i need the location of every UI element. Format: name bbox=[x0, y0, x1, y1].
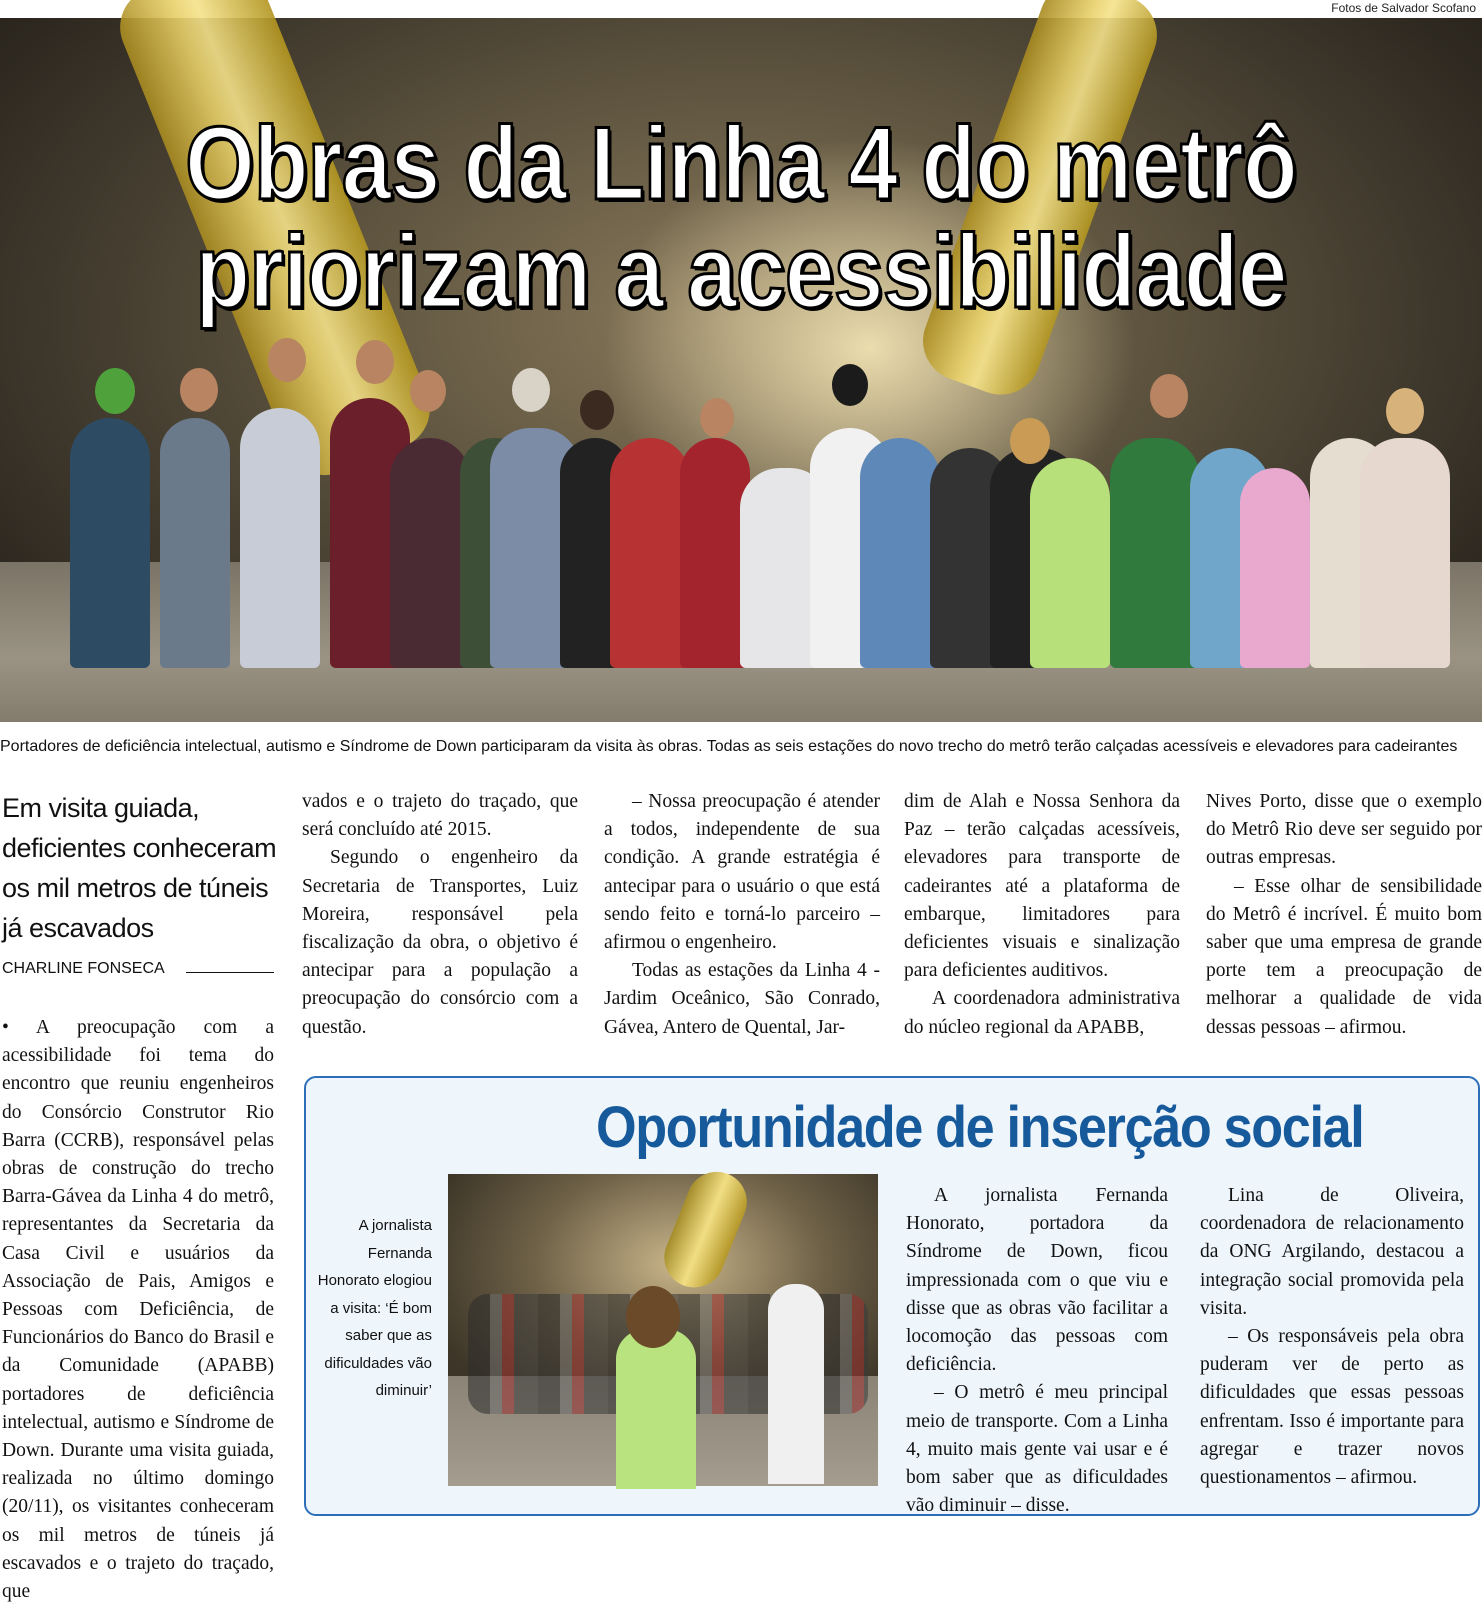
byline-name: CHARLINE FONSECA bbox=[2, 960, 169, 977]
paragraph: – Esse olhar de sensibilidade do Metrô é incrível. É muito bom saber que uma empresa de grande porte tem a preocupação de melhorar a qualidade de vida dessas pessoas – afirmou. bbox=[1206, 875, 1482, 1038]
paragraph: – O metrô é meu principal meio de transporte. Com a Linha 4, muito mais gente vai usar e é bom saber que as dificuldades vão diminuir – disse. bbox=[906, 1382, 1168, 1517]
crowd-of-visitors bbox=[60, 348, 1480, 668]
article-column-1 bbox=[2, 1014, 274, 1603]
headline: Obras da Linha 4 do metrô priorizam a acessibilidade bbox=[185, 106, 1297, 330]
byline bbox=[2, 960, 274, 978]
paragraph: – Os responsáveis pela obra puderam ver de perto as dificuldades que essas pessoas enfrentam. Isso é importante para agregar e trazer novos questionamentos – afirmou. bbox=[1200, 1326, 1464, 1489]
paragraph: A jornalista Fernanda Honorato, portadora da Síndrome de Down, ficou impressionada com o que viu e disse que as obras vão facilitar a locomoção das pessoas com deficiência. bbox=[906, 1185, 1168, 1376]
paragraph: Todas as estações da Linha 4 - Jardim Oceânico, São Conrado, Gávea, Antero de Quental, Jar- bbox=[604, 960, 880, 1038]
paragraph: Segundo o engenheiro da Secretaria de Transportes, Luiz Moreira, responsável pela fiscalização da obra, o objetivo é antecipar para a população a preocupação do consórcio com a questão. bbox=[302, 847, 578, 1038]
box-column-2 bbox=[1200, 1182, 1464, 1492]
main-photo bbox=[0, 18, 1482, 722]
box-column-1 bbox=[906, 1182, 1168, 1520]
inset-photo-caption: A jornalista Fernanda Honorato elogiou a visita: ‘É bom saber que as dificuldades vão diminuir’ bbox=[317, 1217, 432, 1399]
article-column-5 bbox=[1206, 788, 1482, 1042]
photo-caption: Portadores de deficiência intelectual, autismo e Síndrome de Down participaram da visita às obras. Todas as seis estações do novo trecho do metrô terão calçadas acessíveis e elevadores para cadeirantes bbox=[0, 738, 1458, 755]
paragraph: dim de Alah e Nossa Senhora da Paz – terão calçadas acessíveis, elevadores para transporte de cadeirantes até a plataforma de embarque, limitadores para deficientes visuais e sinalização para deficientes auditivos. bbox=[904, 791, 1180, 982]
article-deck: Em visita guiada, deficientes conheceram os mil metros de túneis já escavados bbox=[2, 793, 277, 943]
paragraph: vados e o trajeto do traçado, que será concluído até 2015. bbox=[302, 791, 578, 841]
paragraph: Nives Porto, disse que o exemplo do Metrô Rio deve ser seguido por outras empresas. bbox=[1206, 791, 1482, 869]
paragraph: Lina de Oliveira, coordenadora de relacionamento da ONG Argilando, destacou a integração social promovida pela visita. bbox=[1200, 1185, 1464, 1319]
inset-photo bbox=[448, 1174, 878, 1486]
photo-credit: Fotos de Salvador Scofano bbox=[1331, 1, 1476, 15]
paragraph: A coordenadora administrativa do núcleo regional da APABB, bbox=[904, 988, 1180, 1038]
article-column-4 bbox=[904, 788, 1180, 1042]
box-title: Oportunidade de inserção social bbox=[596, 1095, 1364, 1160]
paragraph: – Nossa preocupação é atender a todos, independente de sua condição. A grande estratégia é antecipar para o usuário o que está sendo feito e torná-lo parceiro – afirmou o engenheiro. bbox=[604, 791, 880, 954]
article-column-2 bbox=[302, 788, 578, 1042]
article-column-3 bbox=[604, 788, 880, 1042]
paragraph: • A preocupação com a acessibilidade foi tema do encontro que reuniu engenheiros do Consórcio Construtor Rio Barra (CCRB), responsável pelas obras de construção do trecho Barra-Gávea da Linha 4 do metrô, representantes da Secretaria da Casa Civil e usuários da Associação de Pais, Amigos e Pessoas com Deficiência, de Funcionários do Banco do Brasil e da Comunidade (APABB) portadores de deficiência intelectual, autismo e Síndrome de Down. Durante uma visita guiada, realizada no último domingo (20/11), os visitantes conheceram os mil metros de túneis já escavados e o trajeto do traçado, que bbox=[2, 1017, 274, 1603]
